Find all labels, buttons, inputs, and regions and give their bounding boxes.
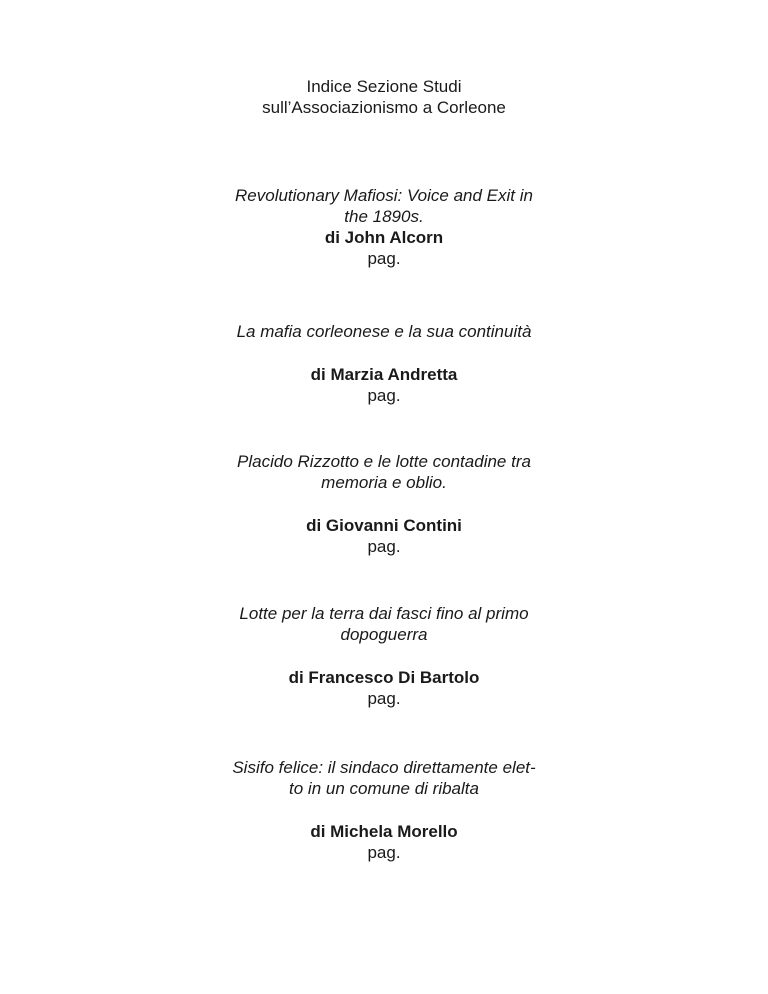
entry-title-line: dopoguerra bbox=[340, 625, 428, 644]
entry-page-label: pag. bbox=[367, 537, 401, 556]
entry-author: di Michela Morello bbox=[310, 822, 458, 841]
entry-title bbox=[214, 603, 554, 645]
entry-author: di Francesco Di Bartolo bbox=[288, 668, 480, 687]
entry-title bbox=[214, 451, 554, 493]
index-entry-contini bbox=[214, 451, 554, 557]
entry-author: di John Alcorn bbox=[324, 228, 444, 247]
spacer bbox=[214, 342, 554, 364]
entry-page-label: pag. bbox=[367, 249, 401, 268]
entry-title-line: to in un comune di ribalta bbox=[289, 779, 479, 798]
spacer bbox=[214, 645, 554, 667]
entry-title bbox=[214, 757, 554, 799]
heading-line-1: Indice Sezione Studi bbox=[306, 77, 462, 96]
index-entry-morello bbox=[214, 757, 554, 863]
index-entry-alcorn bbox=[214, 185, 554, 269]
entry-title-line: memoria e oblio. bbox=[321, 473, 447, 492]
entry-title-line: Lotte per la terra dai fasci fino al primo bbox=[239, 604, 529, 623]
entry-author: di Giovanni Contini bbox=[306, 516, 462, 535]
heading-line-2: sull’Associazionismo a Corleone bbox=[262, 98, 506, 117]
index-entry-di-bartolo bbox=[214, 603, 554, 709]
spacer bbox=[214, 799, 554, 821]
entry-title-line: the 1890s. bbox=[344, 207, 424, 226]
entry-page-label: pag. bbox=[367, 843, 401, 862]
entry-title-line: Sisifo felice: il sindaco direttamente elet- bbox=[232, 758, 536, 777]
index-entry-andretta bbox=[214, 321, 554, 406]
index-heading bbox=[0, 76, 768, 118]
entry-title-line: Revolutionary Mafiosi: Voice and Exit in bbox=[235, 186, 533, 205]
entry-title bbox=[214, 185, 554, 227]
entry-title-line: La mafia corleonese e la sua continuità bbox=[236, 322, 532, 341]
entry-page-label: pag. bbox=[367, 386, 401, 405]
entry-author: di Marzia Andretta bbox=[310, 365, 458, 384]
entry-page-label: pag. bbox=[367, 689, 401, 708]
entry-title bbox=[214, 321, 554, 342]
entry-title-line: Placido Rizzotto e le lotte contadine tra bbox=[237, 452, 531, 471]
spacer bbox=[214, 493, 554, 515]
